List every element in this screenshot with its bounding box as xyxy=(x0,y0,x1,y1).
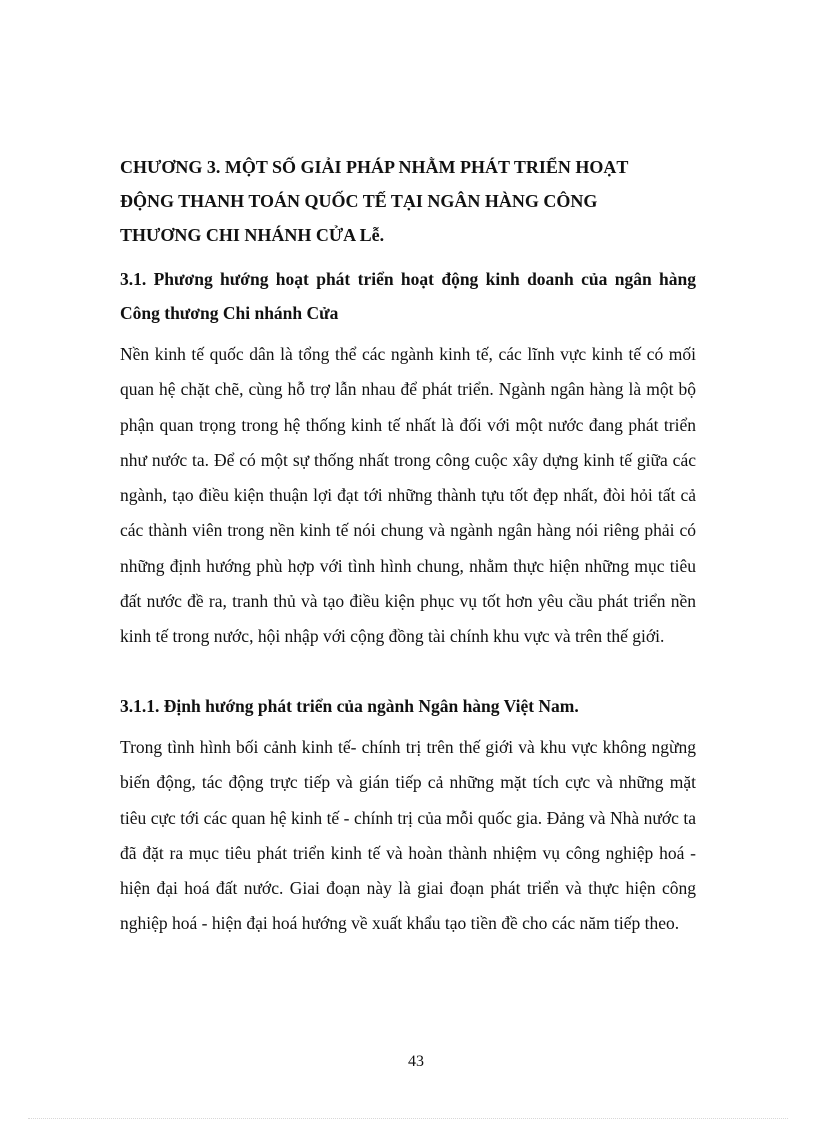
chapter-title xyxy=(120,150,710,252)
section-heading-3-1: 3.1. Phương hướng hoạt phát triển hoạt động kinh doanh của ngân hàng Công thương Chi nhánh Cửa xyxy=(120,269,696,323)
section-heading-3-1-1: 3.1.1. Định hướng phát triển của ngành Ngân hàng Việt Nam. xyxy=(120,696,579,716)
chapter-title-line-2: ĐỘNG THANH TOÁN QUỐC TẾ TẠI NGÂN HÀNG CÔNG xyxy=(120,191,598,211)
body-paragraph-1: Nền kinh tế quốc dân là tổng thể các ngành kinh tế, các lĩnh vực kinh tế có mối quan hệ chặt chẽ, cùng hỗ trợ lẫn nhau để phát triển. Ngành ngân hàng là một bộ phận quan trọng trong hệ thống kinh tế nhất là đối với một nước đang phát triển như nước ta. Để có một sự thống nhất trong công cuộc xây dựng kinh tế giữa các ngành, tạo điều kiện thuận lợi đạt tới những thành tựu tốt đẹp nhất, đòi hỏi tất cả các thành viên trong nền kinh tế nói chung và ngành ngân hàng nói riêng phải có những định hướng phù hợp với tình hình chung, nhằm thực hiện những mục tiêu đất nước đề ra, tranh thủ và tạo điều kiện phục vụ tốt hơn yêu cầu phát triển nền kinh tế trong nước, hội nhập với cộng đồng tài chính khu vực và trên thế giới. xyxy=(120,344,696,647)
chapter-title-line-3: THƯƠNG CHI NHÁNH CỬA Lễ. xyxy=(120,225,385,245)
page-bottom-divider xyxy=(28,1118,788,1119)
page-number: 43 xyxy=(408,1053,424,1070)
body-paragraph-2: Trong tình hình bối cảnh kinh tế- chính trị trên thế giới và khu vực không ngừng biến động, tác động trực tiếp và gián tiếp cả những mặt tích cực và những mặt tiêu cực tới các quan hệ kinh tế - chính trị của mỗi quốc gia. Đảng và Nhà nước ta đã đặt ra mục tiêu phát triển kinh tế và hoàn thành nhiệm vụ công nghiệp hoá - hiện đại hoá đất nước. Giai đoạn này là giai đoạn phát triển và thực hiện công nghiệp hoá - hiện đại hoá hướng về xuất khẩu tạo tiền đề cho các năm tiếp theo. xyxy=(120,737,696,934)
chapter-title-line-1: CHƯƠNG 3. MỘT SỐ GIẢI PHÁP NHẰM PHÁT TRIỂN HOẠT xyxy=(120,157,629,177)
